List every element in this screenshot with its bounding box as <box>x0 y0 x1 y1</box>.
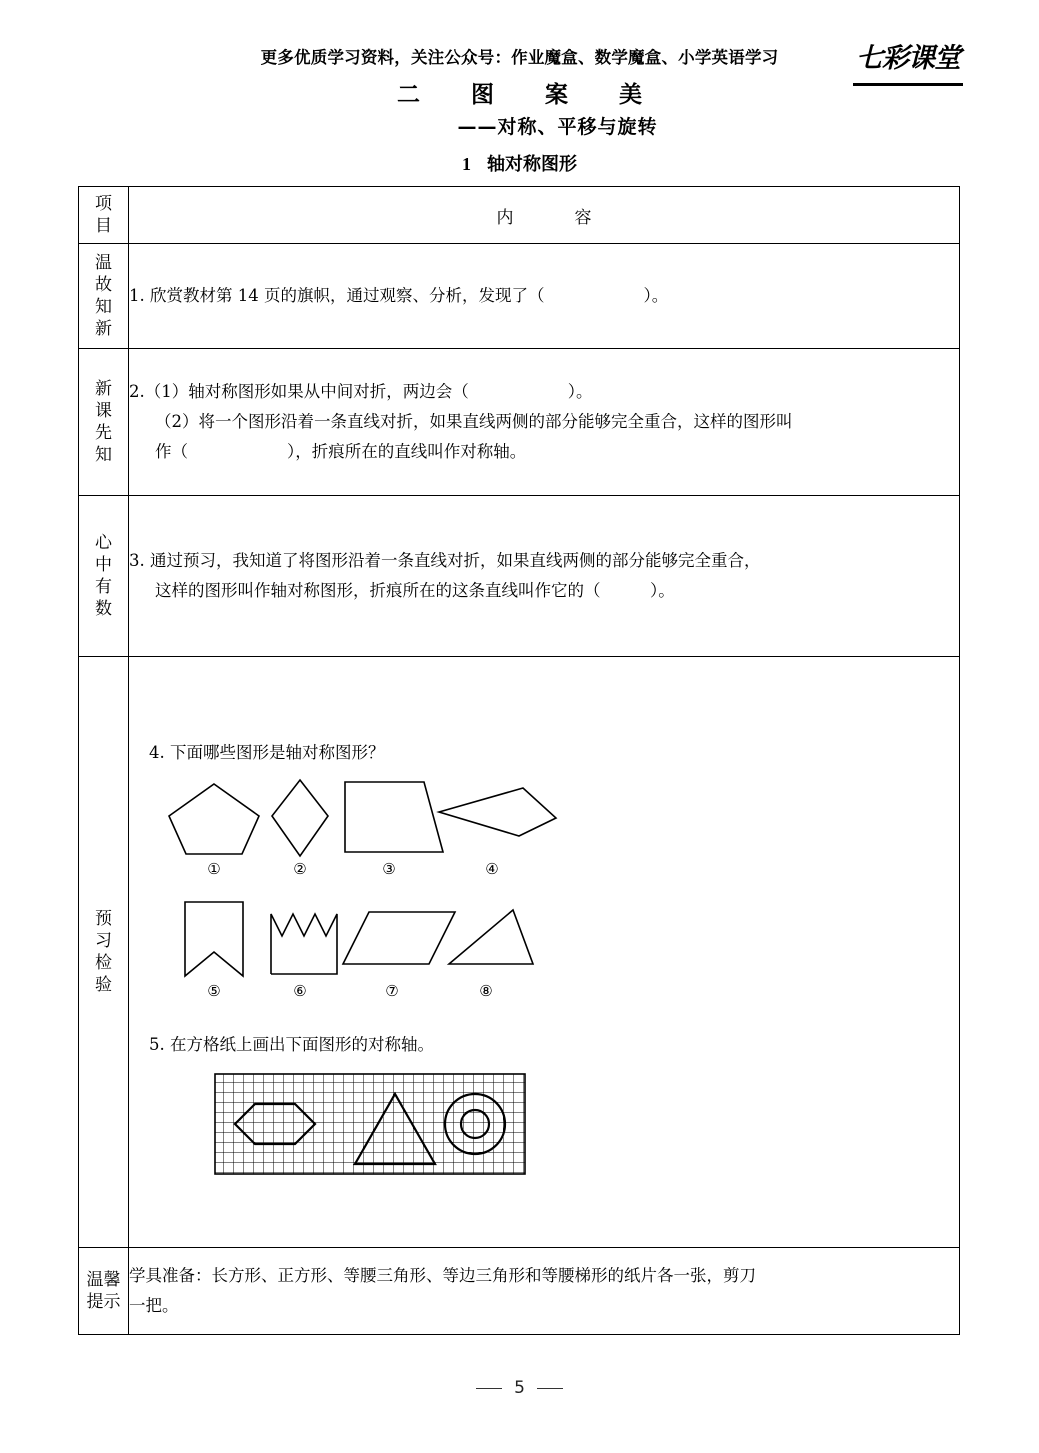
row-label-tips: 温馨提示 <box>79 1248 129 1335</box>
header-cell-content: 内 容 <box>129 187 960 244</box>
page-subtitle: ——对称、平移与旋转 <box>457 116 658 138</box>
shape-label-4: ④ <box>485 859 499 878</box>
footer-dash-right <box>537 1388 563 1389</box>
row-content-understand <box>129 496 960 657</box>
shape-label-3: ③ <box>382 859 396 878</box>
row-label-understand: 心中有数 <box>79 496 129 657</box>
section-number: 1 <box>462 154 471 174</box>
question-1: 1. 欣赏教材第 14 页的旗帜，通过观察、分析，发现了（ ）。 <box>129 286 669 305</box>
question-2: 2.（1）轴对称图形如果从中间对折，两边会（ ）。 （2）将一个图形沿着一条直线对折，如果直线两侧的部分能够完全重合，这样的图形叫 作（ ），折痕所在的直线叫作对称轴。 <box>129 382 793 461</box>
grid-paper-svg <box>213 1072 527 1176</box>
question-3: 3. 通过预习，我知道了将图形沿着一条直线对折，如果直线两侧的部分能够完全重合， 这样的图形叫作轴对称图形，折痕所在的这条直线叫作它的（ ）。 <box>129 551 761 600</box>
row-content-newlesson <box>129 349 960 496</box>
row-content-tips <box>129 1248 960 1335</box>
table-row <box>79 1248 960 1335</box>
brand-logo-text: 七彩课堂 <box>856 43 960 74</box>
row-content-review <box>129 244 960 349</box>
promo-banner: 更多优质学习资料，关注公众号：作业魔盒、数学魔盒、小学英语学习 <box>260 48 779 67</box>
table-row <box>79 657 960 1248</box>
table-row <box>79 349 960 496</box>
shape-labels-row-2 <box>159 982 959 1004</box>
question-5: 5. 在方格纸上画出下面图形的对称轴。 <box>149 1034 434 1054</box>
page-footer <box>0 1378 1039 1398</box>
shape-label-1: ① <box>207 859 221 878</box>
row-content-preview-test <box>129 657 960 1248</box>
header-cell-item: 项目 <box>79 187 129 244</box>
page-title: 二 图 案 美 <box>397 81 656 108</box>
page-number: 5 <box>514 1378 525 1398</box>
tips-text: 学具准备：长方形、正方形、等腰三角形、等边三角形和等腰梯形的纸片各一张，剪刀 一把。 <box>129 1266 756 1315</box>
worksheet-table <box>78 186 960 1335</box>
shape-label-8: ⑧ <box>479 981 493 1000</box>
shape-labels-row-1 <box>159 860 959 882</box>
shape-label-2: ② <box>293 859 307 878</box>
table-row <box>79 244 960 349</box>
shape-label-5: ⑤ <box>207 981 221 1000</box>
row-label-newlesson: 新课先知 <box>79 349 129 496</box>
shape-trapezoid <box>331 774 441 860</box>
row-label-preview-test: 预习检验 <box>79 657 129 1248</box>
shape-row-1 <box>159 774 959 860</box>
question-4: 4. 下面哪些图形是轴对称图形？ <box>149 742 385 762</box>
section-title: 轴对称图形 <box>487 154 577 175</box>
table-row <box>79 496 960 657</box>
row-label-review: 温故知新 <box>79 244 129 349</box>
table-header-row <box>79 187 960 244</box>
shape-irregular-quadrilateral <box>431 774 571 860</box>
grid-paper <box>213 1072 959 1181</box>
section-heading <box>0 150 1039 176</box>
footer-dash-left <box>476 1388 502 1389</box>
shape-label-7: ⑦ <box>385 981 399 1000</box>
shape-row-2 <box>159 896 959 982</box>
shape-right-triangle <box>439 896 569 982</box>
shape-label-6: ⑥ <box>293 981 307 1000</box>
